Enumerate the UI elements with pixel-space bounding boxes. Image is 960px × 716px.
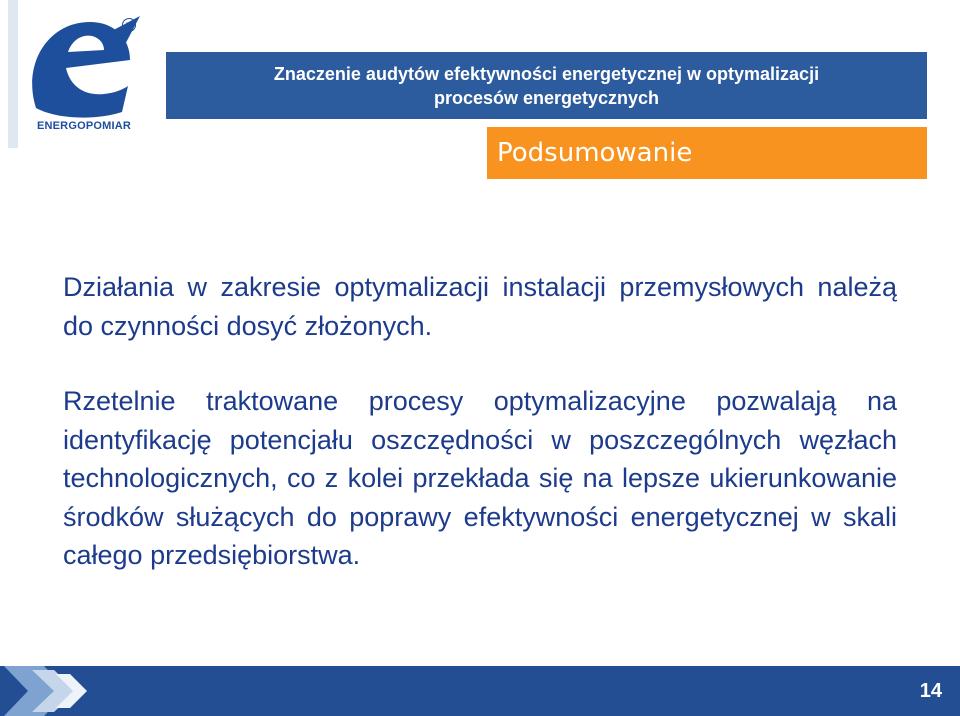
chevron-arrows-icon [4, 666, 94, 716]
title-banner [166, 52, 927, 119]
left-accent-stripe [8, 0, 18, 148]
footer-bar [0, 666, 960, 716]
title-line-1: Znaczenie audytów efektywności energetycznej w optymalizacji [273, 63, 820, 84]
energopomiar-logo [28, 14, 140, 134]
slide-title [227, 62, 867, 110]
logo-text: ENERGOPOMIAR [36, 120, 132, 132]
title-line-2: procesów energetycznych [433, 87, 660, 108]
body-paragraph-2: Rzetelnie traktowane procesy optymalizacyjne pozwalają na identyfikację potencjału oszczędności w poszczególnych węzłach technologicznych, co z kolei przekłada się na lepsze ukierunkowanie środków służących do poprawy efektywności energetycznej w skali całego przedsiębiorstwa. [63, 386, 897, 570]
section-label-text: Podsumowanie [497, 138, 693, 168]
registered-mark: R [122, 18, 136, 32]
page-number: 14 [919, 680, 942, 702]
body-paragraph-1: Działania w zakresie optymalizacji instalacji przemysłowych należą do czynności dosyć złożonych. [63, 272, 897, 341]
section-label [487, 127, 927, 179]
